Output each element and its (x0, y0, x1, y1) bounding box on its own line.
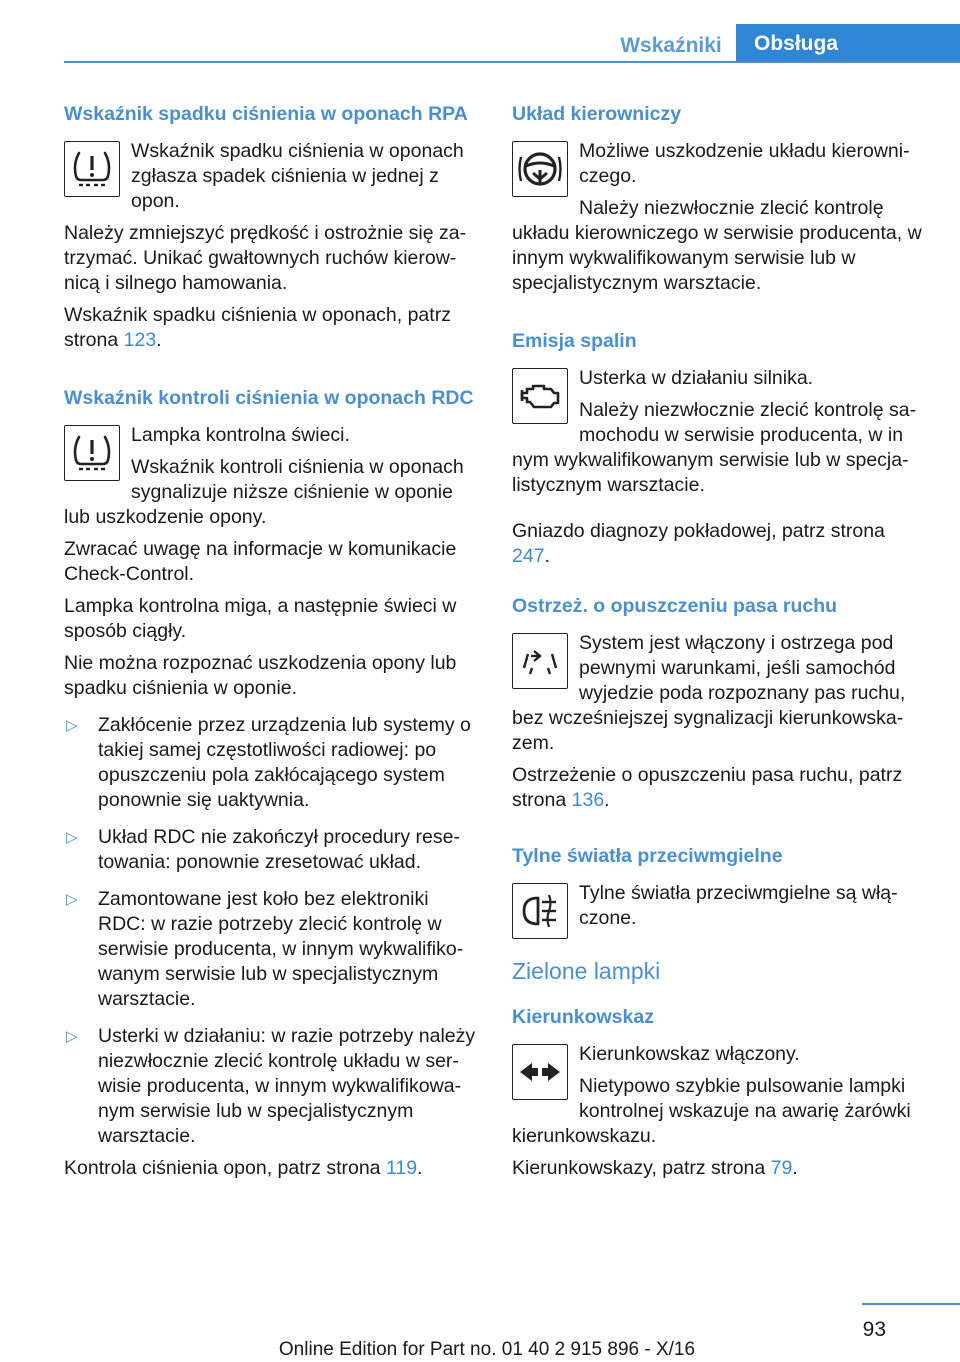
footer-rule (862, 1303, 960, 1305)
lane-warning-icon-block (512, 631, 924, 706)
steering-icon-text-2-cont: układu kierowniczego w serwisie producenta, w innym wykwalifikowanym serwisie lub w specjalistycznym warsztacie. (512, 222, 922, 294)
fog-lights-heading: Tylne światła przeciwmgielne (512, 845, 783, 867)
lane-warning-icon-text: System jest włączony i ostrzega pod pewnymi warunkami, jeśli samochód wyjedzie poda rozpoznany pas ruchu, (579, 632, 906, 704)
list-item (64, 1024, 480, 1149)
rpa-p2-text: Wskaźnik spadku ciśnienia w oponach, patrz strona (64, 304, 451, 351)
rpa-paragraph-2 (64, 303, 480, 353)
emission-p1-text: Gniazdo diagnozy pokładowej, patrz strona (512, 520, 885, 542)
tire-pressure-warning-icon (64, 141, 120, 197)
steering-heading: Układ kierowniczy (512, 103, 682, 125)
rpa-heading: Wskaźnik spadku ciśnienia w oponach RPA (64, 103, 468, 125)
emission-p1-end: . (544, 545, 550, 567)
edition-footer: Online Edition for Part no. 01 40 2 915 896 - X/16 (278, 1339, 696, 1360)
lane-departure-icon (512, 633, 568, 689)
rear-fog-light-icon (512, 883, 568, 939)
header-section-tab[interactable]: Wskaźniki (620, 33, 722, 57)
rdc-icon-block (64, 423, 480, 505)
lane-warning-paragraph-1 (512, 763, 924, 813)
rdc-paragraph-4 (64, 1156, 480, 1181)
rdc-bullet-list (64, 713, 480, 1149)
rdc-p4-text: Kontrola ciśnienia opon, patrz strona (64, 1157, 386, 1179)
triangle-bullet-icon: ▷ (66, 891, 78, 908)
header-chapter-tab[interactable]: Obsługa (736, 24, 960, 63)
page-link-79[interactable]: 79 (770, 1157, 793, 1179)
emission-icon-text-2: Należy niezwłocznie zlecić kontrolę samochodu w serwisie producenta, w in (579, 399, 917, 446)
turn-signal-heading: Kierunkowskaz (512, 1006, 654, 1028)
triangle-bullet-icon: ▷ (66, 717, 78, 734)
lane-warning-p1-end: . (604, 789, 610, 811)
page-number: 93 (862, 1318, 886, 1341)
lane-warning-p1-text: Ostrzeżenie o opuszczeniu pasa ruchu, patrz strona (512, 764, 903, 811)
turn-signal-p1-text: Kierunkowskazy, patrz strona (512, 1157, 771, 1179)
turn-signal-icon-text-2: Nietypowo szybkie pulsowanie lampki kontrolnej wskazuje na awarię żarówki (579, 1075, 911, 1122)
page-link-247[interactable]: 247 (512, 545, 545, 567)
rpa-icon-text: Wskaźnik spadku ciśnienia w oponach zgłasza spadek ciśnienia w jednej z opon. (131, 140, 464, 212)
emission-icon-block (512, 366, 924, 448)
emission-icon-text-2-cont: nym wykwalifikowanym serwisie lub w specjalistycznym warsztacie. (512, 449, 909, 496)
emission-paragraph-1 (512, 519, 924, 569)
turn-signal-icon-text-1: Kierunkowskaz włączony. (579, 1043, 800, 1065)
rdc-heading: Wskaźnik kontroli ciśnienia w oponach RDC (64, 387, 474, 409)
lane-warning-heading: Ostrzeż. o opuszczeniu pasa ruchu (512, 595, 838, 617)
turn-signal-paragraph-1 (512, 1156, 924, 1181)
list-item-text: Zakłócenie przez urządzenia lub systemy o takiej samej częstotliwości radiowej: po opuszczeniu pola zakłócającego system ponownie się uaktywnia. (98, 714, 471, 811)
rdc-icon-text-1: Lampka kontrolna świeci. (131, 424, 350, 446)
page-link-123[interactable]: 123 (123, 329, 157, 351)
emission-icon-text-1: Usterka w działaniu silnika. (579, 367, 814, 389)
rdc-icon-text-2-cont: lub uszkodzenie opony. (64, 506, 267, 528)
turn-signal-icon-block (512, 1042, 924, 1124)
rdc-icon-text-2: Wskaźnik kontroli ciśnienia w oponach sygnalizuje niższe ciśnienie w oponie (131, 456, 464, 503)
rdc-paragraph-1: Zwracać uwagę na informacje w komunikacie Check-Control. (64, 538, 457, 585)
rpa-p2-end: . (156, 329, 162, 351)
engine-check-icon (512, 368, 568, 424)
turn-signal-icon (512, 1044, 568, 1100)
list-item (64, 887, 480, 1012)
triangle-bullet-icon: ▷ (66, 829, 78, 846)
left-column (64, 102, 480, 1188)
fog-lights-icon-text: Tylne światła przeciwmgielne są włączone. (579, 882, 898, 929)
rdc-paragraph-3: Nie można rozpoznać uszkodzenia opony lub spadku ciśnienia w oponie. (64, 652, 457, 699)
fog-lights-icon-block (512, 881, 924, 943)
list-item-text: Usterki w działaniu: w razie potrzeby należy niezwłocznie zlecić kontrolę układu w serwisie producenta, w innym wykwalifikowanym serwisie lub w specjalistycznym warsztacie. (98, 1025, 476, 1147)
rdc-p4-end: . (417, 1157, 423, 1179)
turn-signal-icon-text-2-cont: kierunkowskazu. (512, 1125, 657, 1147)
triangle-bullet-icon: ▷ (66, 1028, 78, 1045)
rpa-paragraph-1: Należy zmniejszyć prędkość i ostrożnie się zatrzymać. Unikać gwałtownych ruchów kierownicą i silnego hamowania. (64, 222, 467, 294)
steering-icon-block (512, 139, 924, 221)
steering-wheel-warning-icon (512, 141, 568, 197)
rpa-icon-block (64, 139, 480, 221)
emission-heading: Emisja spalin (512, 330, 637, 352)
header-rule (64, 61, 960, 63)
rdc-paragraph-2: Lampka kontrolna miga, a następnie świeci w sposób ciągły. (64, 595, 457, 642)
list-item-text: Układ RDC nie zakończył procedury resetowania: ponownie zresetować układ. (98, 826, 460, 873)
steering-icon-text-2: Należy niezwłocznie zlecić kontrolę (579, 197, 884, 219)
list-item (64, 825, 480, 875)
right-column (512, 102, 924, 1188)
lane-warning-icon-text-cont: bez wcześniejszej sygnalizacji kierunkowskazem. (512, 707, 904, 754)
turn-signal-p1-end: . (792, 1157, 798, 1179)
page-link-119[interactable]: 119 (385, 1157, 418, 1179)
page-link-136[interactable]: 136 (571, 789, 605, 811)
tire-pressure-control-icon (64, 425, 120, 481)
list-item-text: Zamontowane jest koło bez elektroniki RDC: w razie potrzeby zlecić kontrolę w serwisie producenta, w innym wykwalifikowanym serwisie lub w specjalistycznym warsztacie. (98, 888, 464, 1010)
green-lights-heading: Zielone lampki (512, 958, 661, 984)
steering-icon-text-1: Możliwe uszkodzenie układu kierowniczego. (579, 140, 910, 187)
list-item (64, 713, 480, 813)
